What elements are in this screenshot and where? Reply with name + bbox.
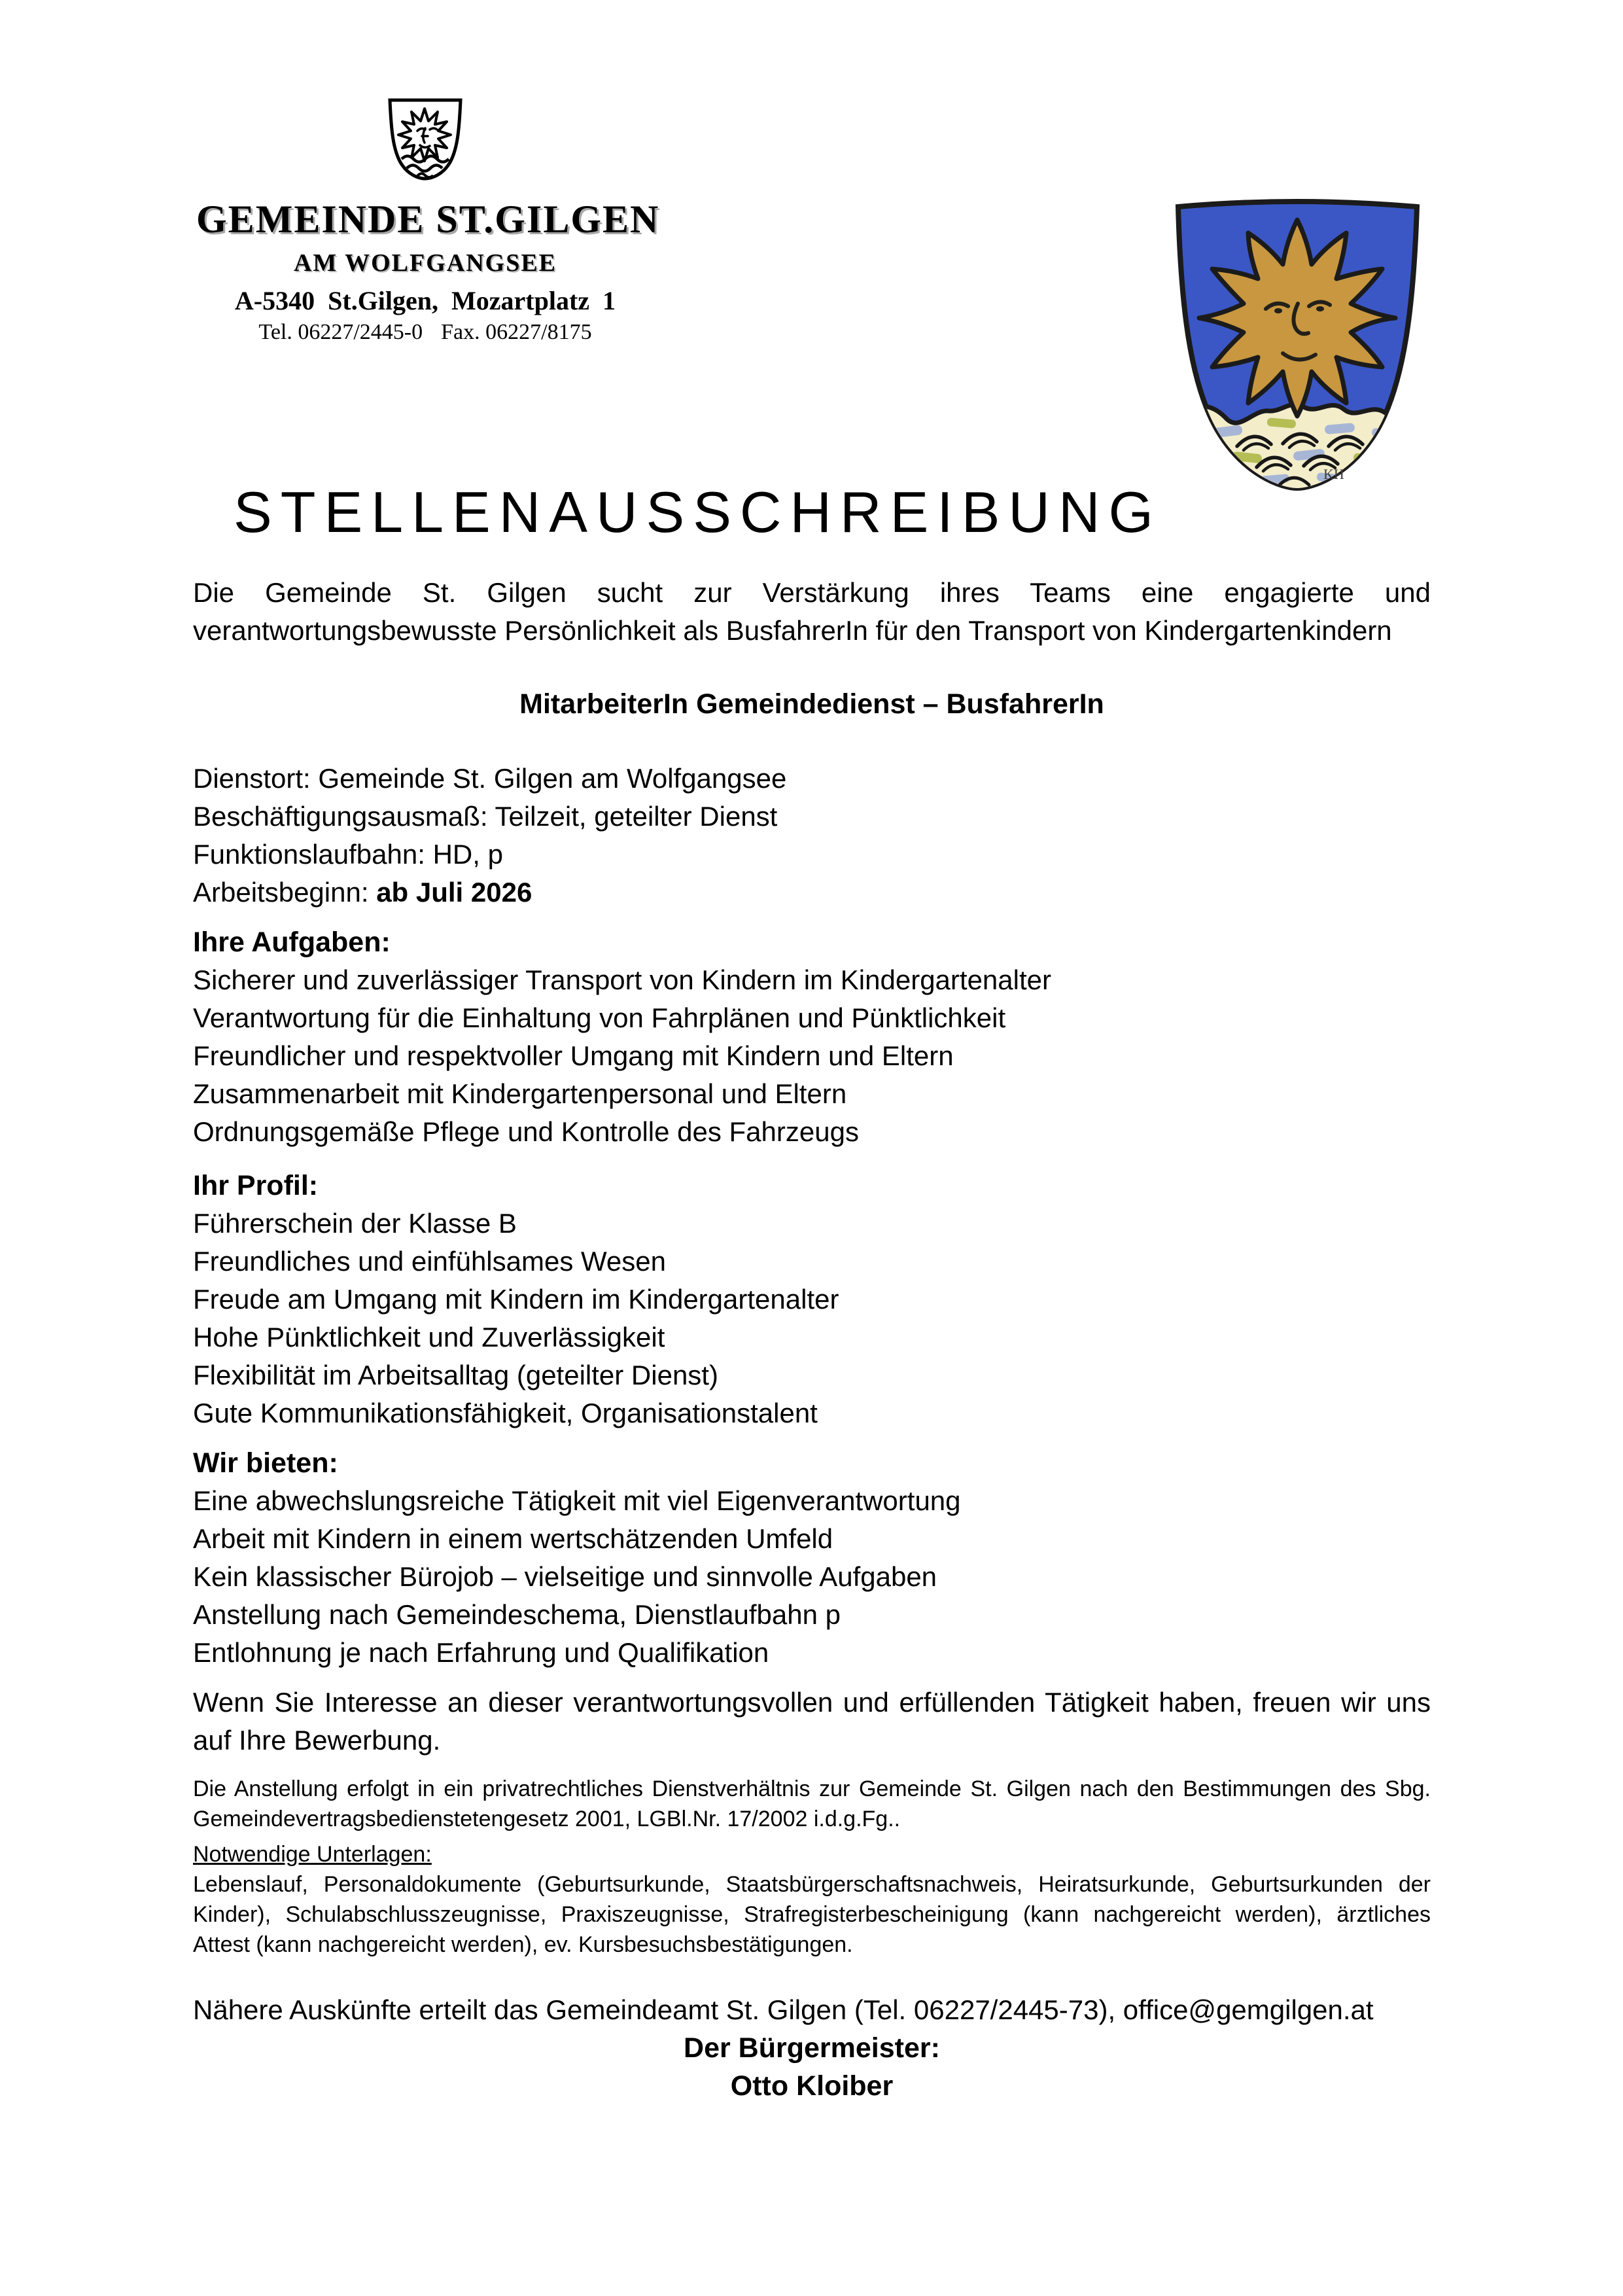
profile-item: Freundliches und einfühlsames Wesen (193, 1246, 666, 1277)
org-phone-fax (196, 320, 654, 345)
closing-paragraph: Wenn Sie Interesse an dieser verantwortungsvollen und erfüllenden Tätigkeit haben, freuen wir uns auf Ihre Bewerbung. (193, 1687, 1431, 1756)
offer-item: Arbeit mit Kindern in einem wertschätzenden Umfeld (193, 1523, 833, 1554)
unterlagen-text: Lebenslauf, Personaldokumente (Geburtsurkunde, Staatsbürgerschaftsnachweis, Heiratsurkunde, Geburtsurkunden der Kinder), Schulabschlusszeugnisse, Praxiszeugnisse, Strafregisterbescheinigung (kann nachgereicht werden), ärztliches Attest (kann nachgereicht werden), ev. Kursbesuchsbestätigungen. (193, 1872, 1431, 1957)
detail-funktionslaufbahn: Funktionslaufbahn: HD, p (193, 839, 503, 870)
section-aufgaben (193, 923, 1431, 1151)
org-fax: Fax. 06227/8175 (441, 320, 592, 344)
section-bieten (193, 1444, 1431, 1672)
detail-arbeitsbeginn (193, 874, 1431, 911)
document-body (193, 480, 1431, 2105)
profile-item: Flexibilität im Arbeitsalltag (geteilter Dienst) (193, 1360, 718, 1390)
detail-dienstort: Dienstort: Gemeinde St. Gilgen am Wolfgangsee (193, 763, 787, 794)
offer-item: Kein klassischer Bürojob – vielseitige und sinnvolle Aufgaben (193, 1561, 937, 1592)
offer-item: Entlohnung je nach Erfahrung und Qualifikation (193, 1637, 769, 1668)
section-heading-aufgaben: Ihre Aufgaben: (193, 927, 391, 958)
section-heading-bieten: Wir bieten: (193, 1447, 338, 1479)
profile-item: Hohe Pünktlichkeit und Zuverlässigkeit (193, 1322, 665, 1352)
section-profil (193, 1167, 1431, 1432)
task-item: Ordnungsgemäße Pflege und Kontrolle des Fahrzeugs (193, 1116, 859, 1147)
section-heading-profil: Ihr Profil: (193, 1170, 319, 1201)
contact-paragraph: Nähere Auskünfte erteilt das Gemeindeamt St. Gilgen (Tel. 06227/2445-73), office@gemgilgen.at (193, 1994, 1374, 2025)
intro-paragraph: Die Gemeinde St. Gilgen sucht zur Verstärkung ihres Teams eine engagierte und verantwortungsbewusste Persönlichkeit als BusfahrerIn für den Transport von Kindergartenkindern (193, 577, 1431, 646)
org-phone: Tel. 06227/2445-0 (258, 320, 423, 344)
org-name: GEMEINDE ST.GILGEN (196, 198, 660, 241)
arbeitsbeginn-label: Arbeitsbeginn: (193, 877, 377, 908)
offer-item: Eine abwechslungsreiche Tätigkeit mit viel Eigenverantwortung (193, 1485, 961, 1516)
arbeitsbeginn-value: ab Juli 2026 (376, 877, 532, 908)
page-title: STELLENAUSSCHREIBUNG (234, 480, 1162, 544)
detail-beschaeftigungsausmass: Beschäftigungsausmaß: Teilzeit, geteilter Dienst (193, 801, 778, 832)
crest-artist-signature: KH (1323, 466, 1344, 482)
task-item: Sicherer und zuverlässiger Transport von Kindern im Kindergartenalter (193, 964, 1051, 995)
job-details (193, 760, 1431, 911)
task-item: Verantwortung für die Einhaltung von Fahrplänen und Pünktlichkeit (193, 1002, 1006, 1033)
legal-note: Die Anstellung erfolgt in ein privatrechtliches Dienstverhältnis zur Gemeinde St. Gilgen nach den Bestimmungen des Sbg. Gemeindevertragsbedienstetengesetz 2001, LGBl.Nr. 17/2002 i.d.g.Fg.. (193, 1776, 1431, 1831)
task-item: Freundlicher und respektvoller Umgang mit Kindern und Eltern (193, 1040, 954, 1071)
signoff-name: Otto Kloiber (730, 2070, 894, 2102)
job-title-heading: MitarbeiterIn Gemeindedienst – BusfahrerIn (519, 688, 1104, 720)
municipal-crest-bw-icon (385, 97, 466, 184)
profile-item: Freude am Umgang mit Kindern im Kindergartenalter (193, 1284, 839, 1315)
section-unterlagen (193, 1839, 1431, 1960)
offer-item: Anstellung nach Gemeindeschema, Dienstlaufbahn p (193, 1599, 841, 1630)
letterhead (196, 97, 660, 345)
task-item: Zusammenarbeit mit Kindergartenpersonal und Eltern (193, 1078, 847, 1109)
unterlagen-heading: Notwendige Unterlagen: (193, 1842, 432, 1867)
profile-item: Gute Kommunikationsfähigkeit, Organisationstalent (193, 1398, 818, 1428)
signoff-title: Der Bürgermeister: (684, 2032, 940, 2064)
profile-item: Führerschein der Klasse B (193, 1208, 517, 1239)
org-subtitle: AM WOLFGANGSEE (293, 249, 557, 277)
org-address: A-5340 St.Gilgen, Mozartplatz 1 (234, 286, 616, 315)
municipal-crest-color (1169, 194, 1426, 497)
